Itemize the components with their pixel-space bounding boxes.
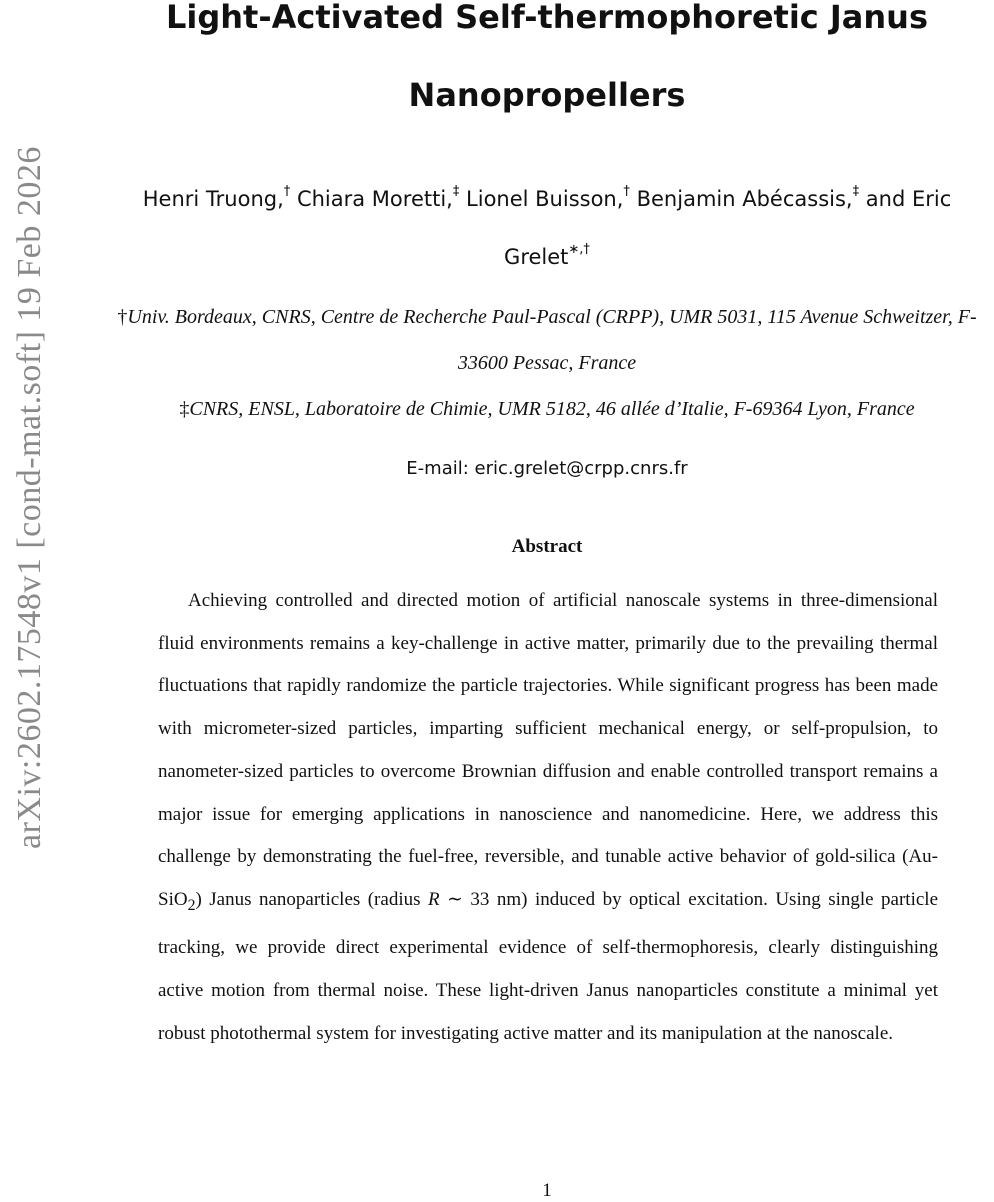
author-name: Chiara Moretti, xyxy=(296,187,453,211)
author-name: Lionel Buisson, xyxy=(466,187,624,211)
author-affiliation-mark: ‡ xyxy=(852,184,860,199)
page-number: 1 xyxy=(542,1180,552,1201)
arxiv-sidebar xyxy=(0,0,58,1200)
email-label: E-mail: xyxy=(406,458,469,479)
abstract-text xyxy=(158,580,938,1056)
author-name: Benjamin Abécassis, xyxy=(636,187,853,211)
affiliation-mark: † xyxy=(117,306,128,328)
affiliation-text: CNRS, ENSL, Laboratoire de Chimie, UMR 5182, 46 allée d’Italie, F-69364 Lyon, France xyxy=(189,398,915,420)
contact-email xyxy=(100,458,994,479)
email-address[interactable]: eric.grelet@crpp.cnrs.fr xyxy=(474,458,688,479)
author-affiliation-mark: † xyxy=(283,184,291,199)
author-name: Henri Truong, xyxy=(142,187,284,211)
author-affiliation-mark: † xyxy=(623,184,630,199)
title-line-1: Light-Activated Self-thermophoretic Janus xyxy=(165,0,928,36)
affiliation-mark: ‡ xyxy=(179,398,190,420)
abstract-part: ) Janus nanoparticles (radius xyxy=(195,888,428,910)
affiliation xyxy=(100,386,994,432)
affiliations xyxy=(100,294,994,432)
abstract-part: ∼ 33 nm) induced by optical excitation. Using single particle tracking, we provide direct experimental evidence of self-thermophoresis, clearly distinguishing active motion from thermal noise. These light-driven Janus nanoparticles constitute a minimal yet robust photothermal system for investigating active matter and its manipulation at the nanoscale. xyxy=(158,888,939,1044)
affiliation-text: Univ. Bordeaux, CNRS, Centre de Recherche Paul-Pascal (CRPP), UMR 5031, 115 Avenue Schweitzer, F-33600 Pessac, France xyxy=(127,306,977,374)
author-affiliation-mark: ∗,† xyxy=(568,242,590,257)
author-affiliation-mark: ‡ xyxy=(452,184,460,199)
author-name: and Eric Grelet xyxy=(504,187,952,269)
abstract-variable: R xyxy=(427,888,440,910)
abstract-subscript: 2 xyxy=(187,896,196,914)
author-list xyxy=(100,168,994,284)
affiliation xyxy=(100,294,994,386)
arxiv-identifier: arXiv:2602.17548v1 [cond-mat.soft] 19 Feb 2026 xyxy=(11,146,48,849)
paper-title xyxy=(100,0,994,134)
abstract-heading: Abstract xyxy=(511,536,583,557)
abstract-part: Achieving controlled and directed motion of artificial nanoscale systems in three-dimensional fluid environments remains a key-challenge in active matter, primarily due to the prevailing thermal fluctuations that rapidly randomize the particle trajectories. While significant progress has been made with micrometer-sized particles, imparting sufficient mechanical energy, or self-propulsion, to nanometer-sized particles to overcome Brownian diffusion and enable controlled transport remains a major issue for emerging applications in nanoscience and nanomedicine. Here, we address this challenge by demonstrating the fuel-free, reversible, and tunable active behavior of gold-silica (Au-SiO xyxy=(158,590,938,910)
title-line-2: Nanopropellers xyxy=(408,76,686,114)
